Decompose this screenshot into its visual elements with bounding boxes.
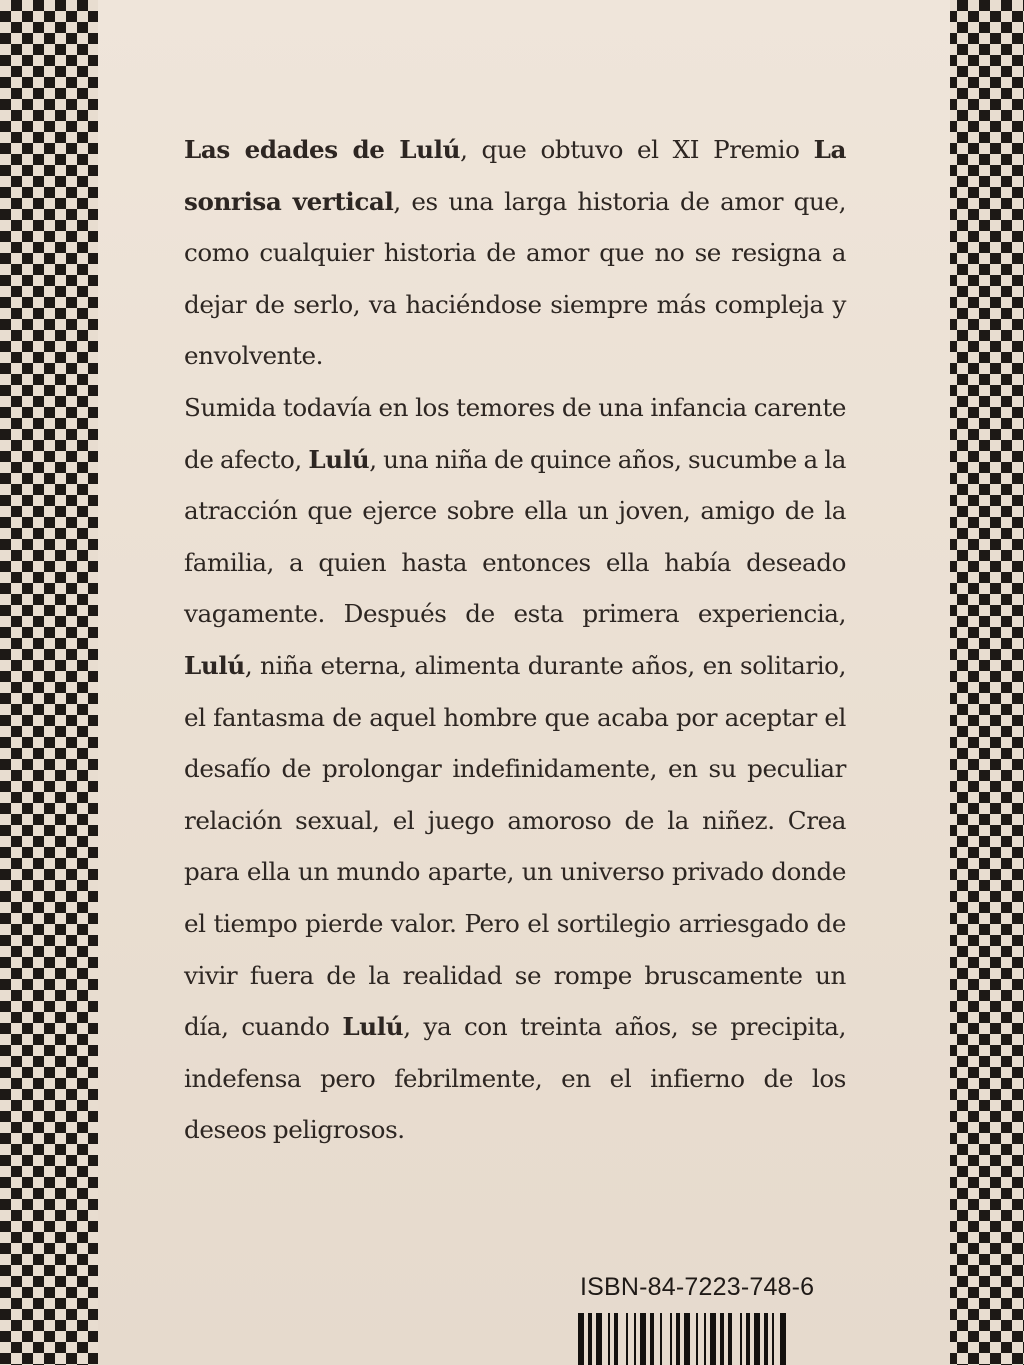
barcode-bar <box>720 1313 724 1365</box>
barcode-bar <box>676 1313 680 1365</box>
character-name: Lulú <box>342 1012 404 1042</box>
text-run: Sumida todavía en los temores de una infancia carente de afecto, <box>184 392 846 474</box>
barcode-bar <box>764 1313 768 1365</box>
barcode-bar <box>614 1313 618 1365</box>
barcode-bar <box>640 1313 646 1365</box>
isbn-number: ISBN-84-7223-748-6 <box>580 1273 815 1301</box>
character-name: Lulú <box>308 444 370 474</box>
text-run: , ya con treinta años, se precipita, indefensa pero febrilmente, en el infierno de los deseos peligrosos. <box>184 1012 846 1145</box>
checkered-border-right <box>946 0 1024 1365</box>
synopsis-paragraph-2 <box>184 382 846 1156</box>
barcode-bar <box>780 1313 786 1365</box>
barcode-bar <box>634 1313 636 1365</box>
text-run: , que obtuvo el XI Premio <box>460 135 814 164</box>
text-run: , es una larga historia de amor que, como cualquier historia de amor que no se resigna a dejar de serlo, va haciéndose siempre más compleja y envolvente. <box>184 186 846 371</box>
barcode-bar <box>650 1313 654 1365</box>
barcode-bar <box>772 1313 774 1365</box>
barcode-bar <box>746 1313 750 1365</box>
barcode-bar <box>588 1313 592 1365</box>
barcode-bar <box>626 1313 628 1365</box>
barcode-bar <box>704 1313 706 1365</box>
barcode-bar <box>608 1313 610 1365</box>
prize-name: La sonrisa vertical <box>184 135 846 216</box>
barcode-bar <box>710 1313 716 1365</box>
barcode-bar <box>696 1313 698 1365</box>
book-title: Las edades de Lulú <box>184 135 461 164</box>
checkered-border-left <box>0 0 104 1365</box>
barcode-bar <box>754 1313 760 1365</box>
barcode-bar <box>728 1313 732 1365</box>
barcode <box>578 1313 846 1365</box>
barcode-bar <box>740 1313 742 1365</box>
barcode-bar <box>684 1313 690 1365</box>
synopsis-paragraph-1 <box>184 124 846 382</box>
barcode-bar <box>670 1313 672 1365</box>
synopsis-text <box>184 124 846 1156</box>
barcode-bar <box>578 1313 584 1365</box>
text-run: , una niña de quince años, sucumbe a la atracción que ejerce sobre ella un joven, amigo de la familia, a quien hasta entonces ella había deseado vagamente. Después de esta primera experiencia, <box>184 444 846 629</box>
text-run: , niña eterna, alimenta durante años, en solitario, el fantasma de aquel hombre que acaba por aceptar el desafío de prolongar indefinidamente, en su peculiar relación sexual, el juego amoroso de la niñez. Crea para ella un mundo aparte, un universo privado donde el tiempo pierde valor. Pero el sortilegio arriesgado de vivir fuera de la realidad se rompe bruscamente un día, cuando <box>184 650 846 1042</box>
character-name: Lulú <box>184 650 245 680</box>
barcode-bar <box>596 1313 602 1365</box>
barcode-bar <box>660 1313 662 1365</box>
